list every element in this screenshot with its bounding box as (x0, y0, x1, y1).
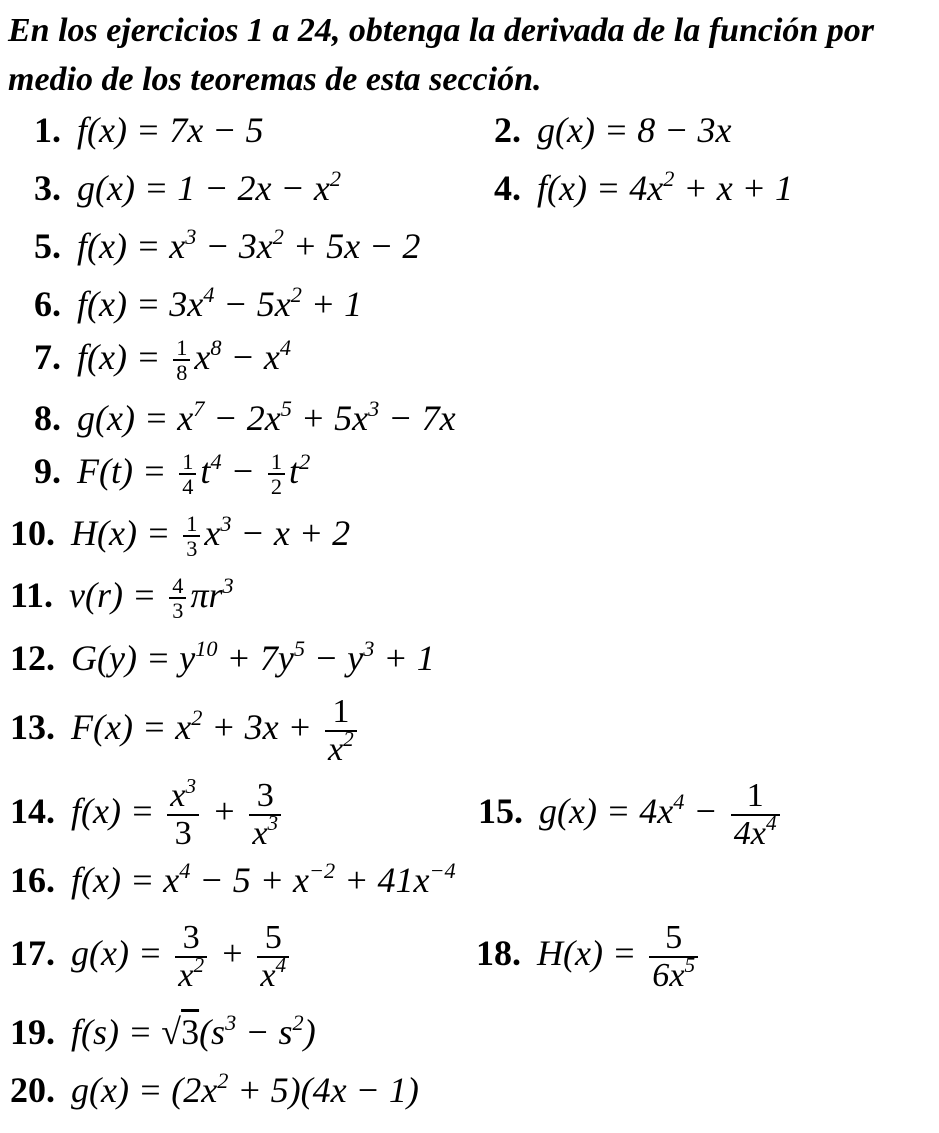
exercise-16: 16. $f(x) = x^4 - 5 + x^{-2} + 41x^{-4}$ (10, 857, 456, 900)
exercise-14: 14. f(x) = $\frac{x^3}{3}$ + $\frac{3}{x^3}$ (10, 778, 285, 852)
exercise-6: 6. $f(x) = 3x^4 - 5x^2 + 1$ (34, 281, 363, 324)
exercise-18: 18. H(x) = $\frac{5}{6x^5}$ (476, 920, 702, 994)
exercise-11: 11. v(r) = $\frac{4}{3}$ $\pi r^3$ (10, 572, 234, 624)
exercise-8: 8. $g(x) = x^7 - 2x^5 + 5x^3 - 7x$ (34, 395, 456, 438)
exercise-instructions: En los ejercicios 1 a 24, obtenga la derivada de la función por medio de los teoremas de esta sección. (8, 12, 875, 98)
fraction: $\frac{1}{8}$ (173, 336, 190, 385)
exercise-1: 1. f(x) = 7x − 5 (34, 110, 264, 150)
exercise-7: 7. f(x) = $\frac{1}{8}$ $x^8 - x^4$ (34, 334, 291, 386)
exercise-17: 17. g(x) = $\frac{3}{x^2}$ + $\frac{5}{x^4}$ (10, 920, 293, 994)
exercise-3: 3. $g(x) = 1 - 2x - x^2$ (34, 165, 341, 208)
exercise-15: 15. $g(x) = 4x^4$ − $\frac{1}{4x^4}$ (478, 778, 784, 852)
exercise-10: 10. H(x) = $\frac{1}{3}$ $x^3 - x + 2$ (10, 510, 351, 562)
exercise-5: 5. $f(x) = x^3 - 3x^2 + 5x - 2$ (34, 223, 421, 266)
exercise-2: 2. g(x) = 8 − 3x (494, 110, 732, 150)
exercise-12: 12. $G(y) = y^{10} + 7y^5 - y^3 + 1$ (10, 635, 435, 678)
exercise-19: 19. $f(s) = √3(s^3 - s^2)$ (10, 1009, 316, 1052)
exercise-9: 9. F(t) = $\frac{1}{4}$ $t^4$ − $\frac{1}{2}$ $t^2$ (34, 448, 311, 500)
exercise-4: 4. $f(x) = 4x^2 + x + 1$ (494, 165, 793, 208)
exercise-20: 20. $g(x) = (2x^2 + 5)(4x - 1)$ (10, 1067, 419, 1110)
exercise-13: 13. $F(x) = x^2 + 3x$ + $\frac{1}{x^2}$ (10, 694, 361, 768)
